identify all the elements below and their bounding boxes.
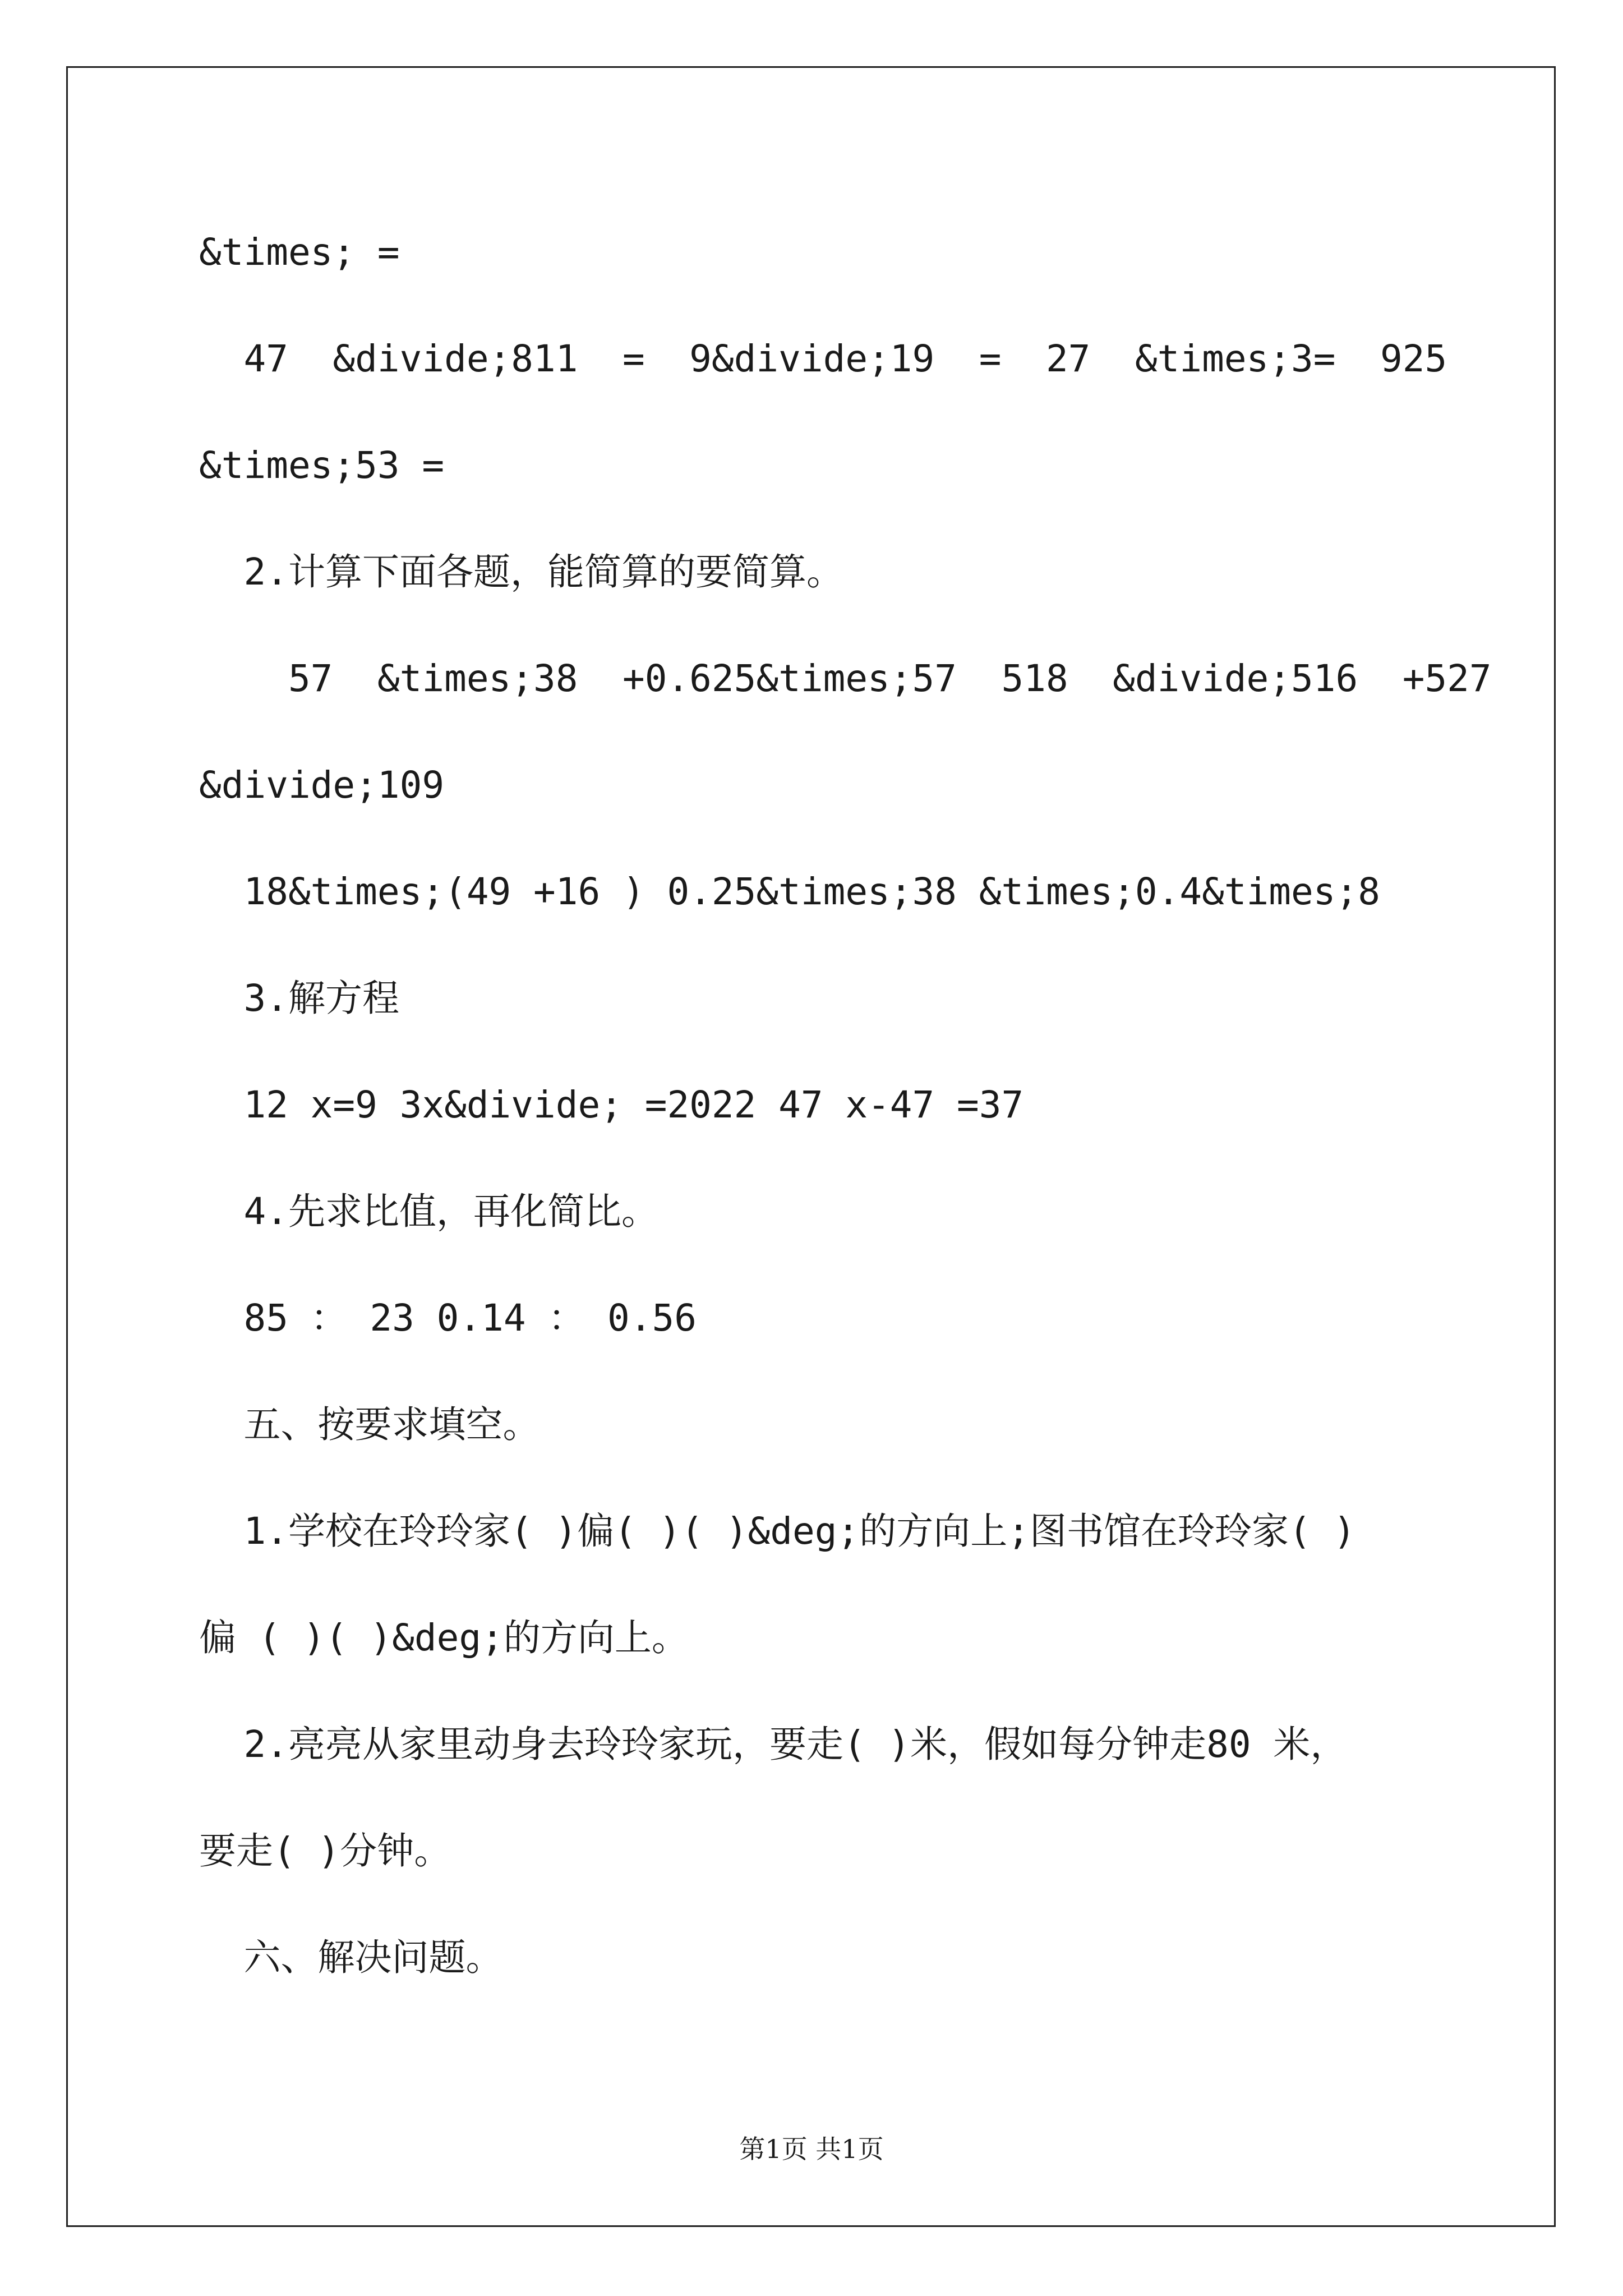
text-line-11: 85 ： 23 0.14 ： 0.56	[199, 1296, 697, 1340]
text-line-9: 12 x=9 3x&divide; =2022 47 x-47 =37	[199, 1083, 1024, 1126]
text-line-14: 偏 ( )( )&deg;的方向上。	[199, 1616, 689, 1659]
text-line-1: &times; =	[199, 231, 400, 274]
text-line-13: 1.学校在玲玲家( )偏( )( )&deg;的方向上;图书馆在玲玲家( )	[199, 1510, 1356, 1553]
text-line-10: 4.先求比值，再化简比。	[199, 1190, 658, 1233]
text-line-17: 六、解决问题。	[199, 1936, 503, 1979]
text-line-16: 要走( )分钟。	[199, 1829, 451, 1872]
text-line-2: 47 &divide;811 = 9&divide;19 = 27 &times;3= 925	[199, 337, 1447, 380]
text-line-12: 五、按要求填空。	[199, 1403, 540, 1446]
text-line-15: 2.亮亮从家里动身去玲玲家玩，要走( )米，假如每分钟走80 米，	[199, 1723, 1348, 1766]
text-line-4: 2.计算下面各题，能简算的要简算。	[199, 550, 843, 593]
text-line-3: &times;53 =	[199, 444, 445, 487]
text-line-7: 18&times;(49 +16 ) 0.25&times;38 &times;0.4&times;8	[199, 870, 1380, 913]
text-line-6: &divide;109	[199, 763, 445, 807]
page-border	[66, 66, 1556, 2227]
text-line-8: 3.解方程	[199, 977, 399, 1020]
page-footer: 第1页 共1页	[739, 2134, 884, 2164]
text-line-5: 57 &times;38 +0.625&times;57 518 &divide;516 +527	[199, 657, 1492, 700]
